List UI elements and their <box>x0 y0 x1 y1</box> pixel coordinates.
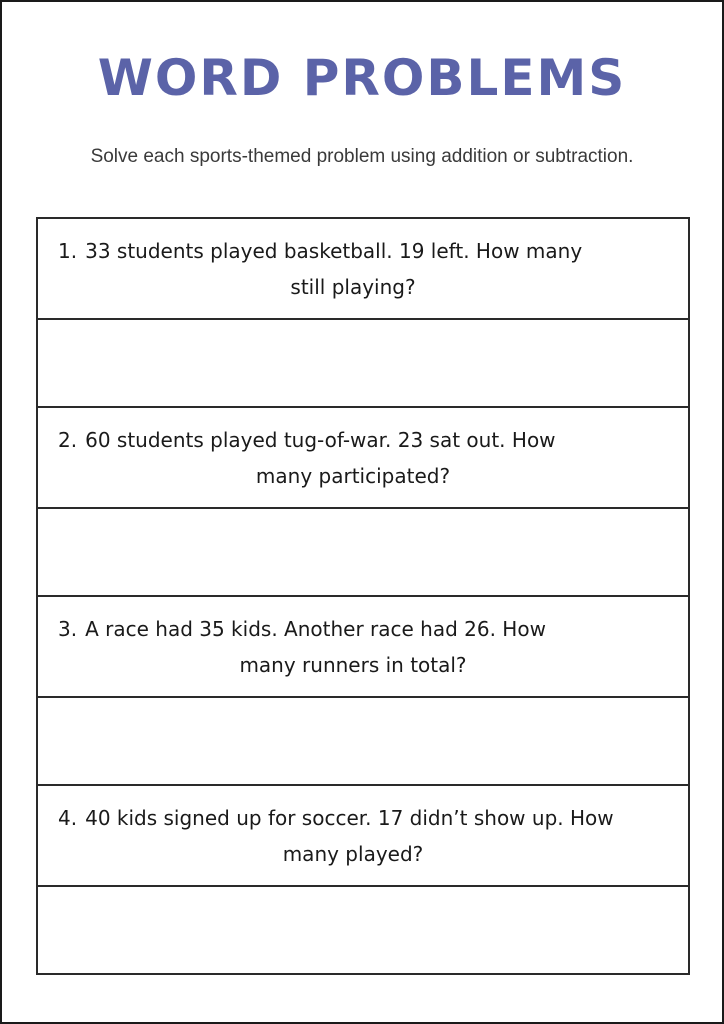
problem-1-question <box>36 219 690 320</box>
problem-text-line1: 40 kids signed up for soccer. 17 didn’t show up. How <box>85 806 614 830</box>
problem-number: 4. <box>58 806 78 830</box>
problem-number: 2. <box>58 428 78 452</box>
problem-3-question <box>36 597 690 698</box>
worksheet-title: WORD PROBLEMS <box>97 49 627 107</box>
problem-text-line2: many played? <box>282 842 424 866</box>
problem-text-line2: still playing? <box>290 275 416 299</box>
problem-3-answer-box[interactable] <box>36 698 690 786</box>
problem-2-question <box>36 408 690 509</box>
problem-4-answer-box[interactable] <box>36 887 690 975</box>
problems-table <box>36 217 690 975</box>
problem-text-line1: 33 students played basketball. 19 left. How many <box>85 239 583 263</box>
problem-text-line1: A race had 35 kids. Another race had 26. How <box>85 617 546 641</box>
problem-text-line2: many participated? <box>255 464 451 488</box>
worksheet-instructions: Solve each sports-themed problem using addition or subtraction. <box>90 146 634 167</box>
problem-number: 1. <box>58 239 78 263</box>
problem-2-answer-box[interactable] <box>36 509 690 597</box>
problem-text-line1: 60 students played tug-of-war. 23 sat out. How <box>85 428 556 452</box>
problem-4-question <box>36 786 690 887</box>
problem-1-answer-box[interactable] <box>36 320 690 408</box>
problem-number: 3. <box>58 617 78 641</box>
problem-text-line2: many runners in total? <box>239 653 467 677</box>
